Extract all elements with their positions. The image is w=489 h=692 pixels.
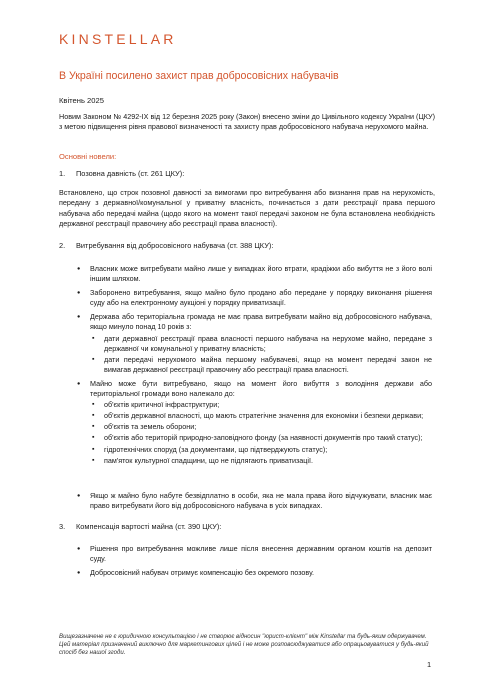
- section-2-heading: [59, 241, 273, 250]
- page-title: В Україні посилено захист прав добросовісних набувачів: [59, 70, 339, 82]
- list-item: ● Заборонено витребування, якщо майно було продано або передане у порядку виконання рішення суду або на електронному аукціоні у порядку приватизації.: [77, 288, 432, 308]
- list-item: ● Добросовісний набувач отримує компенсацію без окремого позову.: [77, 568, 432, 578]
- sub-list-item: ▪ об'єктів державної власності, що мають стратегічне значення для економіки і безпеки держави;: [90, 411, 432, 421]
- section-title: Витребування від добросовісного набувача (ст. 388 ЦКУ):: [76, 241, 274, 250]
- section-number: 1.: [59, 169, 66, 178]
- section-number: 2.: [59, 241, 66, 250]
- list-item: ● Якщо ж майно було набуте безвідплатно в особи, яка не мала права його відчужувати, власник має право витребувати його від добросовісного набувача в усіх випадках.: [77, 491, 432, 511]
- section-number: 3.: [59, 522, 66, 531]
- list-item: ● Майно може бути витребувано, якщо на момент його вибуття з володіння держави або територіальної громади воно належало до: ▪ об'єктів критичної інфраструктури; ▪ об'єктів державної власності, що мають стратегічне значення для економіки і безпеки держави; ▪ об'єктів та земель оборони; ▪ об'єктів або територій природно-заповідного фонду (за наявності документів про такий статус); ▪ гідротехнічних споруд (за документами, що підтверджують статус); ▪ пам'яток культурної спадщини, що не підлягають приватизації.: [77, 379, 432, 466]
- sub-list-item: ▪ об'єктів та земель оборони;: [90, 422, 432, 432]
- sub-list-item: ▪ гідротехнічних споруд (за документами, що підтверджують статус);: [90, 445, 432, 455]
- page-number: 1: [427, 660, 432, 669]
- section-1-paragraph: Встановлено, що строк позовної давності за вимогами про витребування або визнання прав на нерухомість, передану з державної/комунальної у приватну власність, починається з дати реєстрації права першого набувача або передачі майна (щодо якого на момент такої передачі законом не була встановлена необхідність державної реєстрації правочину або реєстрації права власності).: [59, 188, 435, 229]
- publication-date: Квітень 2025: [59, 96, 104, 105]
- kinstellar-logo: KINSTELLAR: [59, 31, 177, 47]
- section-3-bullet-list: [77, 544, 432, 582]
- sub-list-item: ▪ пам'яток культурної спадщини, що не підлягають приватизації.: [90, 456, 432, 466]
- sub-list: [90, 400, 432, 466]
- section-title: Позовна давність (ст. 261 ЦКУ):: [76, 169, 185, 178]
- sub-list: [90, 334, 432, 375]
- sub-list-item: ▪ дати державної реєстрації права власності першого набувача на нерухоме майно, передане з державної чи комунальної у приватну власність;: [90, 334, 432, 354]
- list-item: ● Власник може витребувати майно лише у випадках його втрати, крадіжки або вибуття не з його волі іншим шляхом.: [77, 264, 432, 284]
- list-item: ● Рішення про витребування можливе лише після внесення державним органом коштів на депозит суду.: [77, 544, 432, 564]
- section-heading: Основні новели:: [59, 152, 117, 161]
- sub-list-item: ▪ об'єктів або територій природно-заповідного фонду (за наявності документів про такий статус);: [90, 433, 432, 443]
- list-item: ● Держава або територіальна громада не має права витребувати майно від добросовісного набувача, якщо минуло понад 10 років з: ▪ дати державної реєстрації права власності першого набувача на нерухоме майно, передане з державної чи комунальної у приватну власність; ▪ дати передачі нерухомого майна першому набувачеві, якщо на момент передачі закон не вимагав державної реєстрації правочину або реєстрації права власності.: [77, 312, 432, 375]
- intro-paragraph: Новим Законом № 4292-IX від 12 березня 2025 року (Закон) внесено зміни до Цивільного кодексу України (ЦКУ) з метою підвищення рівня правової визначеності та захисту прав добросовісного набувача нерухомого майна.: [59, 112, 435, 132]
- section-1-heading: [59, 169, 184, 178]
- sub-list-item: ▪ дати передачі нерухомого майна першому набувачеві, якщо на момент передачі закон не вимагав державної реєстрації правочину або реєстрації права власності.: [90, 355, 432, 375]
- section-2-bullet-list: [77, 264, 432, 470]
- sub-list-item: ▪ об'єктів критичної інфраструктури;: [90, 400, 432, 410]
- section-title: Компенсація вартості майна (ст. 390 ЦКУ):: [76, 522, 222, 531]
- disclaimer-footnote: Вищезазначене не є юридичною консультацією і не створює відносин "юрист-клієнт" між Kinstellar та будь-яким одержувачем. Цей матеріал призначений виключно для маркетингових цілей і не може розповсюджуватися або опрацьовуватися у будь-який спосіб без нашої згоди.: [59, 633, 429, 657]
- section-2-final-bullet: [77, 491, 432, 515]
- section-3-heading: [59, 522, 221, 531]
